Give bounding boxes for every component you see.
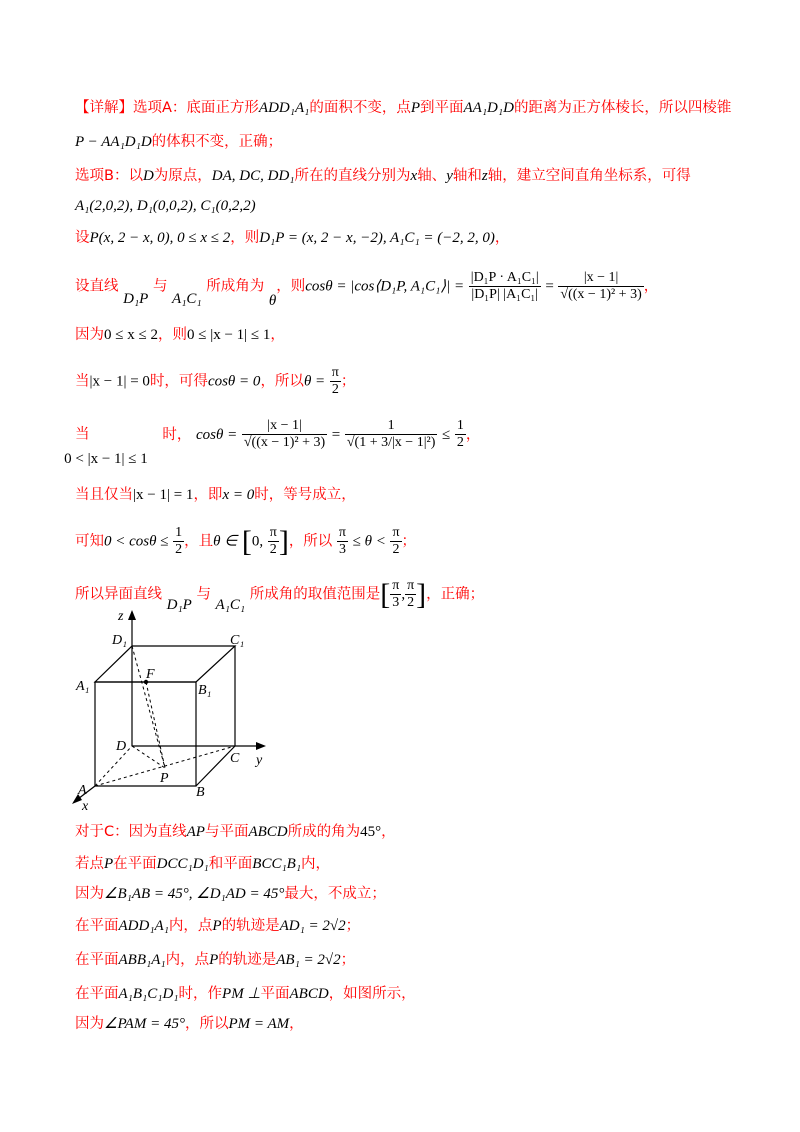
math-segment: ABCD [289, 986, 329, 1002]
text-segment: ， [465, 426, 481, 443]
math-segment: DCC₁D₁ [156, 856, 209, 872]
text-segment: 的体积不变，正确； [151, 134, 283, 150]
text-line-19 [75, 1014, 304, 1034]
fraction: $\frac{1}{2}$ [456, 418, 464, 450]
text-segment: 的轨迹是 [221, 918, 280, 934]
cube-top-face [95, 646, 235, 682]
text-segment: ，且 [184, 533, 214, 550]
text-segment: ，所以 [260, 373, 304, 390]
math-segment: θ [268, 292, 277, 309]
text-segment: 在平面 [113, 856, 157, 872]
text-segment: ； [345, 918, 361, 934]
math-segment: ∠B₁AB = 45°, ∠D₁AD = 45° [104, 886, 285, 902]
text-segment: 所以异面直线 [75, 586, 162, 603]
text-segment: 内，点 [165, 952, 210, 968]
math-segment: ∠PAM = 45° [104, 1016, 185, 1032]
math-segment: A₁(2,0,2), D₁(0,0,2), C₁(0,2,2) [75, 198, 256, 214]
text-line-11 [75, 525, 416, 558]
math-segment: = [331, 426, 341, 443]
text-segment: 若点 [75, 856, 104, 872]
math-segment: ADD₁A₁ [258, 100, 310, 116]
text-segment: 的轨迹是 [218, 952, 277, 968]
math-segment: = [545, 278, 554, 295]
text-line-4 [75, 196, 256, 216]
text-segment: 当 [75, 373, 90, 390]
text-segment: ， [270, 327, 285, 343]
math-segment: cosθ = [196, 426, 238, 443]
text-segment: ； [340, 952, 356, 968]
math-segment: D [142, 168, 154, 184]
z-axis-arrow [128, 610, 136, 620]
math-segment: 0 ≤ |x − 1| ≤ 1 [186, 327, 271, 343]
label-y: y [256, 753, 263, 768]
hidden-edge [95, 746, 132, 786]
math-segment: AD₁ = 2√2 [279, 918, 346, 934]
text-segment: 设 [75, 230, 90, 246]
fraction: $\frac{\pi}{2}$ [392, 525, 400, 557]
text-segment: 选项B：以 [75, 168, 143, 184]
label-B1: B₁ [198, 683, 212, 698]
math-segment: ABB₁A₁ [118, 952, 166, 968]
label-D1: D₁ [112, 633, 127, 648]
text-segment: 轴、 [417, 168, 447, 184]
text-segment: 所成的角为 [287, 824, 361, 840]
label-D: D [116, 739, 127, 754]
text-segment: ，所以 [184, 1016, 229, 1032]
math-segment: θ ∈ [213, 533, 238, 550]
fraction: $\frac{\pi}{3}$ [392, 578, 400, 610]
text-segment: 与 [152, 278, 168, 295]
text-segment: 轴和 [452, 168, 482, 184]
fraction: $\frac{|x - 1|}{\text{√((x − 1)² + 3)}}$ [560, 270, 642, 302]
math-segment: 0 < cosθ ≤ [104, 533, 169, 550]
text-line-14 [75, 854, 330, 874]
label-F: F [146, 667, 155, 682]
fraction: $\frac{\pi}{2}$ [269, 525, 277, 557]
left-bracket: [ [380, 577, 391, 611]
text-segment: 内， [301, 856, 331, 872]
math-segment: P [212, 918, 222, 934]
text-line-15 [75, 884, 386, 904]
text-line-2 [75, 132, 282, 152]
text-line-5 [75, 228, 509, 248]
fraction: $\frac{\pi}{3}$ [338, 525, 346, 557]
text-segment: ，所以 [288, 533, 333, 550]
text-segment: 对于C：因为直线 [75, 824, 187, 840]
text-segment: ； [340, 373, 356, 390]
text-segment: 因为 [75, 1016, 104, 1032]
label-x: x [82, 799, 89, 814]
math-segment: AB₁ = 2√2 [276, 952, 341, 968]
text-segment: 可知 [75, 533, 104, 550]
math-segment: 0, [251, 533, 264, 550]
math-segment: P [410, 100, 421, 116]
math-segment: AP [186, 824, 205, 840]
text-segment: 最大，不成立； [284, 886, 386, 902]
math-segment: z [481, 168, 488, 184]
math-segment: D₁P [166, 596, 192, 613]
text-segment: 当 [75, 426, 90, 443]
text-line-13 [75, 822, 396, 842]
text-segment: 当且仅当 [75, 487, 133, 503]
label-C1: C₁ [230, 633, 245, 648]
text-segment: 与平面 [204, 824, 249, 840]
text-segment: ，则 [157, 327, 187, 343]
text-line-6 [75, 270, 659, 309]
math-segment: θ = [303, 373, 326, 390]
fraction: $\frac{1}{2}$ [175, 525, 183, 557]
text-segment: 平面 [260, 986, 290, 1002]
left-bracket: [ [241, 524, 252, 558]
right-bracket: ] [416, 577, 427, 611]
label-A1: A₁ [76, 679, 90, 694]
text-line-16 [75, 916, 360, 936]
math-segment: ADD₁A₁ [118, 918, 169, 934]
text-line-7 [75, 325, 285, 345]
text-line-1 [75, 98, 731, 118]
text-segment: 所在的直线分别为 [294, 168, 411, 184]
math-segment: |x − 1| = 0 [89, 373, 150, 390]
fraction: $\frac{\text{|D₁P · A₁C₁|}}{\text{|D₁P| |A₁C₁|}}$ [470, 270, 539, 302]
text-segment: ， [381, 824, 396, 840]
cube-front-face [95, 682, 196, 786]
math-segment: PM ⊥ [222, 986, 261, 1002]
text-segment: ； [401, 533, 417, 550]
text-segment: 为原点， [153, 168, 212, 184]
text-segment: ，则 [230, 230, 260, 246]
text-segment: 【详解】选项A：底面正方形 [75, 100, 259, 116]
label-C: C [230, 751, 240, 766]
math-segment: P − AA₁D₁D [75, 134, 152, 150]
text-segment: 在平面 [75, 918, 119, 934]
text-line-17 [75, 950, 355, 970]
text-segment: ， [494, 230, 510, 246]
text-line-18 [75, 984, 416, 1004]
text-segment: 时， [162, 426, 192, 443]
text-line-3 [75, 166, 691, 186]
text-segment: ，即 [193, 487, 223, 503]
text-line-8 [75, 365, 355, 398]
text-segment: 设直线 [75, 278, 119, 295]
label-z: z [118, 609, 124, 624]
text-segment: ， [643, 278, 659, 295]
text-segment: 因为 [75, 327, 104, 343]
text-segment: 因为 [75, 886, 104, 902]
text-segment: 的面积不变，点 [309, 100, 411, 116]
fraction: $\frac{|x - 1|}{\text{√((x − 1)² + 3)}}$ [243, 418, 326, 450]
math-segment: cosθ = 0 [207, 373, 261, 390]
text-segment: 在平面 [75, 952, 119, 968]
text-segment: 的距离为正方体棱长，所以四棱锥 [513, 100, 732, 116]
math-segment: PM = AM [228, 1016, 290, 1032]
math-segment: 45° [360, 824, 382, 840]
segment-DP [132, 746, 165, 768]
text-segment: 和平面 [208, 856, 253, 872]
math-segment: ≤ [441, 426, 451, 443]
fraction: $\frac{\pi}{2}$ [331, 365, 339, 397]
math-segment: 0 ≤ x ≤ 2 [104, 327, 158, 343]
math-segment: x = 0 [222, 487, 255, 503]
math-segment: y [446, 168, 453, 184]
text-segment: 所成角的取值范围是 [249, 586, 381, 603]
math-segment: D₁P = (x, 2 − x, −2), A₁C₁ = (−2, 2, 0) [259, 230, 495, 246]
math-segment: A₁B₁C₁D₁ [118, 986, 179, 1002]
math-segment: D₁P [123, 290, 149, 307]
text-segment: ， [289, 1016, 304, 1032]
text-segment: ，正确； [426, 586, 485, 603]
math-segment: BCC₁B₁ [252, 856, 302, 872]
math-segment: x [410, 168, 418, 184]
cube-figure [70, 608, 280, 814]
text-segment: 内，点 [168, 918, 213, 934]
math-segment: AA₁D₁D [463, 100, 514, 116]
math-segment: 0 < |x − 1| ≤ 1 [64, 450, 148, 467]
segment-FP [146, 682, 165, 768]
text-segment: 轴，建立空间直角坐标系，可得 [487, 168, 691, 184]
fraction: $\frac{1}{\text{√(1 + 3/|x − 1|²)}}$ [346, 418, 436, 450]
label-P: P [160, 771, 169, 786]
math-segment: A₁C₁ [215, 596, 246, 613]
text-segment: ，如图所示， [328, 986, 416, 1002]
math-segment: cosθ = |cos⟨D₁P, A₁C₁⟩| = [305, 278, 465, 295]
text-segment: 时，作 [178, 986, 223, 1002]
text-segment: 时，等号成立， [254, 487, 356, 503]
math-segment: ≤ θ < [352, 533, 386, 550]
text-segment: ，则 [276, 278, 306, 295]
text-line-12: 所以异面直线 D₁P 与 A₁C₁ 所成角的取值范围是[ $\frac{\pi}{3}$ , $\frac{\pi}{2}$ ]，正确； [75, 577, 485, 613]
text-segment: 到平面 [420, 100, 464, 116]
math-segment: P [209, 952, 219, 968]
y-axis-arrow [256, 742, 266, 750]
text-line-10 [75, 485, 356, 505]
math-segment: DA, DC, DD₁ [211, 168, 295, 184]
math-segment: |x − 1| = 1 [133, 487, 194, 503]
math-segment: P(x, 2 − x, 0), 0 ≤ x ≤ 2 [89, 230, 231, 246]
math-segment: A₁C₁ [172, 290, 202, 307]
text-segment: 与 [196, 586, 211, 603]
text-segment: 在平面 [75, 986, 119, 1002]
text-segment: 时，可得 [149, 373, 208, 390]
text-segment: 所成角为 [206, 278, 265, 295]
label-A: A [78, 783, 87, 798]
right-bracket: ] [278, 524, 289, 558]
fraction: $\frac{\pi}{2}$ [407, 578, 415, 610]
label-B: B [196, 785, 205, 800]
math-segment: P [104, 856, 114, 872]
math-segment: ABCD [248, 824, 288, 840]
text-line-9 [64, 418, 500, 467]
